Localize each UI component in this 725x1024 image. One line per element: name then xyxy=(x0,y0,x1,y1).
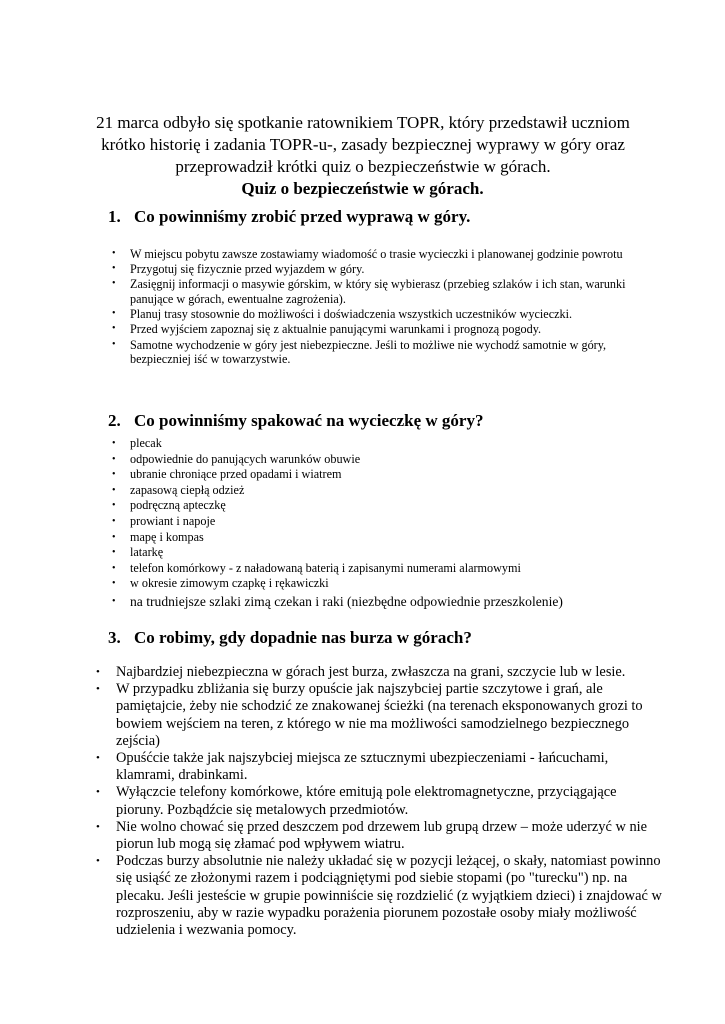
list-item: • podręczną apteczkę xyxy=(112,498,226,513)
list-item: • Opuśćcie także jak najszybciej miejsca ze sztucznymi ubezpieczeniami - łańcuchami, klamrami, drabinkami. xyxy=(96,750,609,784)
bullet-icon: • xyxy=(96,855,100,868)
list-item: • Wyłączcie telefony komórkowe, które emitują pole elektromagnetyczne, przyciągające pioruny. Pozbądźcie się metalowych przedmiotów. xyxy=(96,784,617,818)
list-item: • zapasową ciepłą odzież xyxy=(112,482,245,497)
list-item: • odpowiednie do panujących warunków obuwie xyxy=(112,451,361,466)
list-item: • W przypadku zbliżania się burzy opuście jak najszybciej partie szczytowe i grań, ale pamiętajcie, żeby nie schodzić ze znakowanej ścieżki (na terenach eksponowanych grozi to bowiem wejściem na teren, z którego w nie ma możliwości samodzielnego bezpiecznego zejścia) xyxy=(96,681,643,749)
bullet-icon: • xyxy=(112,453,116,465)
list-item: • Podczas burzy absolutnie nie należy układać się w pozycji leżącej, o skały, natomiast powinno się usiąść ze złożonymi razem i podciągniętymi pod siebie stopami (po "turecku") np. na plecaku. Jeśli jesteście w grupie powinniście się rozdzielić (z wyjątkiem dzieci) i znajdować w rozproszeniu, aby w razie wypadku porażenia piorunem pozostałe osoby miały możliwość udzielenia i wezwania pomocy. xyxy=(96,853,662,939)
list-item: • Samotne wychodzenie w góry jest niebezpieczne. Jeśli to możliwe nie wychodź samotnie w góry, bezpieczniej iść w towarzystwie. xyxy=(112,337,607,367)
section-2-list xyxy=(112,436,652,611)
bullet-icon: • xyxy=(112,469,116,481)
intro-paragraph: 21 marca odbyło się spotkanie ratownikiem TOPR, który przedstawił uczniom krótko historię i zadania TOPR-u-, zasady bezpiecznej wyprawy w góry oraz przeprowadził krótki quiz o bezpieczeństwie w górach. xyxy=(96,113,630,176)
bullet-icon: • xyxy=(112,278,116,290)
list-item: • Planuj trasy stosownie do możliwości i doświadczenia wszystkich uczestników wycieczki. xyxy=(112,307,573,322)
bullet-icon: • xyxy=(96,820,100,833)
list-item: • Najbardziej niebezpieczna w górach jest burza, zwłaszcza na grani, szczycie lub w lesie. xyxy=(96,664,626,680)
list-item: • W miejscu pobytu zawsze zostawiamy wiadomość o trasie wycieczki i planowanej godzinie powrotu xyxy=(112,247,623,261)
list-item: • ubranie chroniące przed opadami i wiatrem xyxy=(112,467,342,482)
bullet-icon: • xyxy=(96,683,100,696)
section-number: 2. xyxy=(108,411,121,430)
section-title: Co powinniśmy zrobić przed wyprawą w góry. xyxy=(134,207,471,226)
list-item: • mapę i kompas xyxy=(112,529,204,544)
list-item: • prowiant i napoje xyxy=(112,513,216,528)
bullet-icon: • xyxy=(112,562,116,574)
bullet-icon: • xyxy=(112,484,116,496)
section-title: Co robimy, gdy dopadnie nas burza w górach? xyxy=(134,628,472,647)
section-number: 3. xyxy=(108,628,121,647)
list-item: • plecak xyxy=(112,436,162,450)
section-title: Co powinniśmy spakować na wycieczkę w góry? xyxy=(134,411,484,430)
list-item: • Przygotuj się fizycznie przed wyjazdem w góry. xyxy=(112,262,365,277)
bullet-icon: • xyxy=(112,248,116,259)
section-1-list xyxy=(112,247,642,367)
quiz-title: Quiz o bezpieczeństwie w górach. xyxy=(241,179,484,198)
bullet-icon: • xyxy=(112,323,116,335)
bullet-icon: • xyxy=(112,595,116,607)
bullet-icon: • xyxy=(112,338,116,350)
section-3-list xyxy=(96,664,666,939)
bullet-icon: • xyxy=(112,438,116,449)
section-number: 1. xyxy=(108,207,121,226)
section-2-heading xyxy=(108,411,483,431)
bullet-icon: • xyxy=(112,578,116,590)
list-item: • Przed wyjściem zapoznaj się z aktualnie panującymi warunkami i prognozą pogody. xyxy=(112,322,542,337)
list-item: • Nie wolno chować się przed deszczem pod drzewem lub grupą drzew – może uderzyć w nie piorun lub mogą się złamać pod wpływem wiatru. xyxy=(96,818,648,853)
bullet-icon: • xyxy=(112,515,116,527)
bullet-icon: • xyxy=(96,752,100,765)
list-item: • telefon komórkowy - z naładowaną baterią i zapisanymi numerami alarmowymi xyxy=(112,560,521,575)
list-item: • Zasięgnij informacji o masywie górskim, w który się wybierasz (przebieg szlaków i ich stan, warunki panujące w górach, ewentualne zagrożenia). xyxy=(112,277,626,306)
section-3-heading xyxy=(108,628,472,648)
bullet-icon: • xyxy=(96,666,100,678)
list-item: • na trudniejsze szlaki zimą czekan i raki (niezbędne odpowiednie przeszkolenie) xyxy=(112,593,563,609)
bullet-icon: • xyxy=(112,500,116,512)
list-item: • w okresie zimowym czapkę i rękawiczki xyxy=(112,576,329,591)
bullet-icon: • xyxy=(112,263,116,275)
bullet-icon: • xyxy=(112,547,116,559)
bullet-icon: • xyxy=(112,531,116,543)
bullet-icon: • xyxy=(112,308,116,320)
bullet-icon: • xyxy=(96,786,100,799)
list-item: • latarkę xyxy=(112,545,164,560)
section-1-heading xyxy=(108,207,470,227)
